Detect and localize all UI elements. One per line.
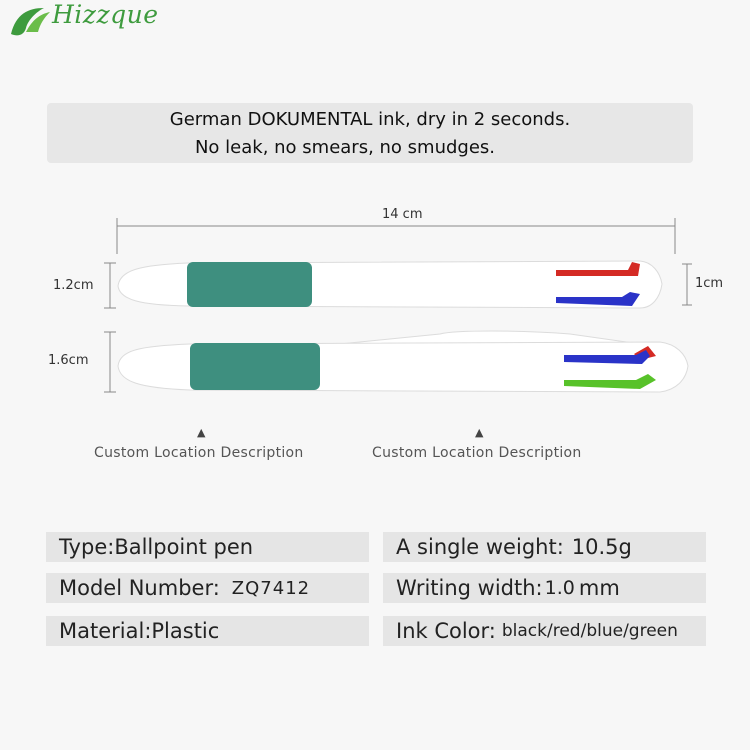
location-marker-left-icon: ▲ xyxy=(197,426,206,439)
spec-writing-width xyxy=(383,573,706,603)
spec-model-label: Model Number: xyxy=(59,576,220,600)
spec-type-label: Type: xyxy=(59,535,115,559)
pen2-height-label: 1.6cm xyxy=(48,353,89,368)
pen-2 xyxy=(118,331,688,392)
pen1-height-label: 1.2cm xyxy=(53,278,94,293)
pen1-tip-label: 1cm xyxy=(695,276,724,291)
location-label-left: Custom Location Description xyxy=(94,445,304,461)
spec-type-value: Ballpoint pen xyxy=(114,535,254,559)
spec-width-label: Writing width: xyxy=(396,576,543,600)
pen1-height-dimension xyxy=(104,263,116,308)
location-label-right: Custom Location Description xyxy=(372,445,582,461)
pen2-grip xyxy=(190,343,320,390)
spec-type xyxy=(46,532,369,562)
spec-width-value: 1.0 xyxy=(544,577,575,599)
pen1-grip xyxy=(187,262,312,307)
spec-ink-label: Ink Color: xyxy=(396,619,496,643)
location-marker-right-icon: ▲ xyxy=(475,426,484,439)
spec-weight-value: 10.5g xyxy=(571,535,632,559)
spec-model-value: ZQ7412 xyxy=(231,577,311,599)
banner-line-2: No leak, no smears, no smudges. xyxy=(194,137,496,158)
spec-width-unit: mm xyxy=(578,576,620,600)
spec-ink-color xyxy=(383,616,706,646)
brand-name: Hizzque xyxy=(52,0,159,29)
pen1-tip-dimension xyxy=(682,264,692,305)
pen-1 xyxy=(118,261,662,308)
spec-weight xyxy=(383,532,706,562)
spec-material-value: Plastic xyxy=(151,619,220,643)
spec-ink-value: black/red/blue/green xyxy=(501,621,678,641)
pen2-height-dimension xyxy=(104,332,116,392)
spec-model xyxy=(46,573,369,603)
banner-line-1: German DOKUMENTAL ink, dry in 2 seconds. xyxy=(169,109,571,130)
length-label: 14 cm xyxy=(382,207,423,222)
spec-material xyxy=(46,616,369,646)
length-dimension-line xyxy=(117,218,675,254)
spec-weight-label: A single weight: xyxy=(396,535,564,559)
spec-material-label: Material: xyxy=(59,619,152,643)
